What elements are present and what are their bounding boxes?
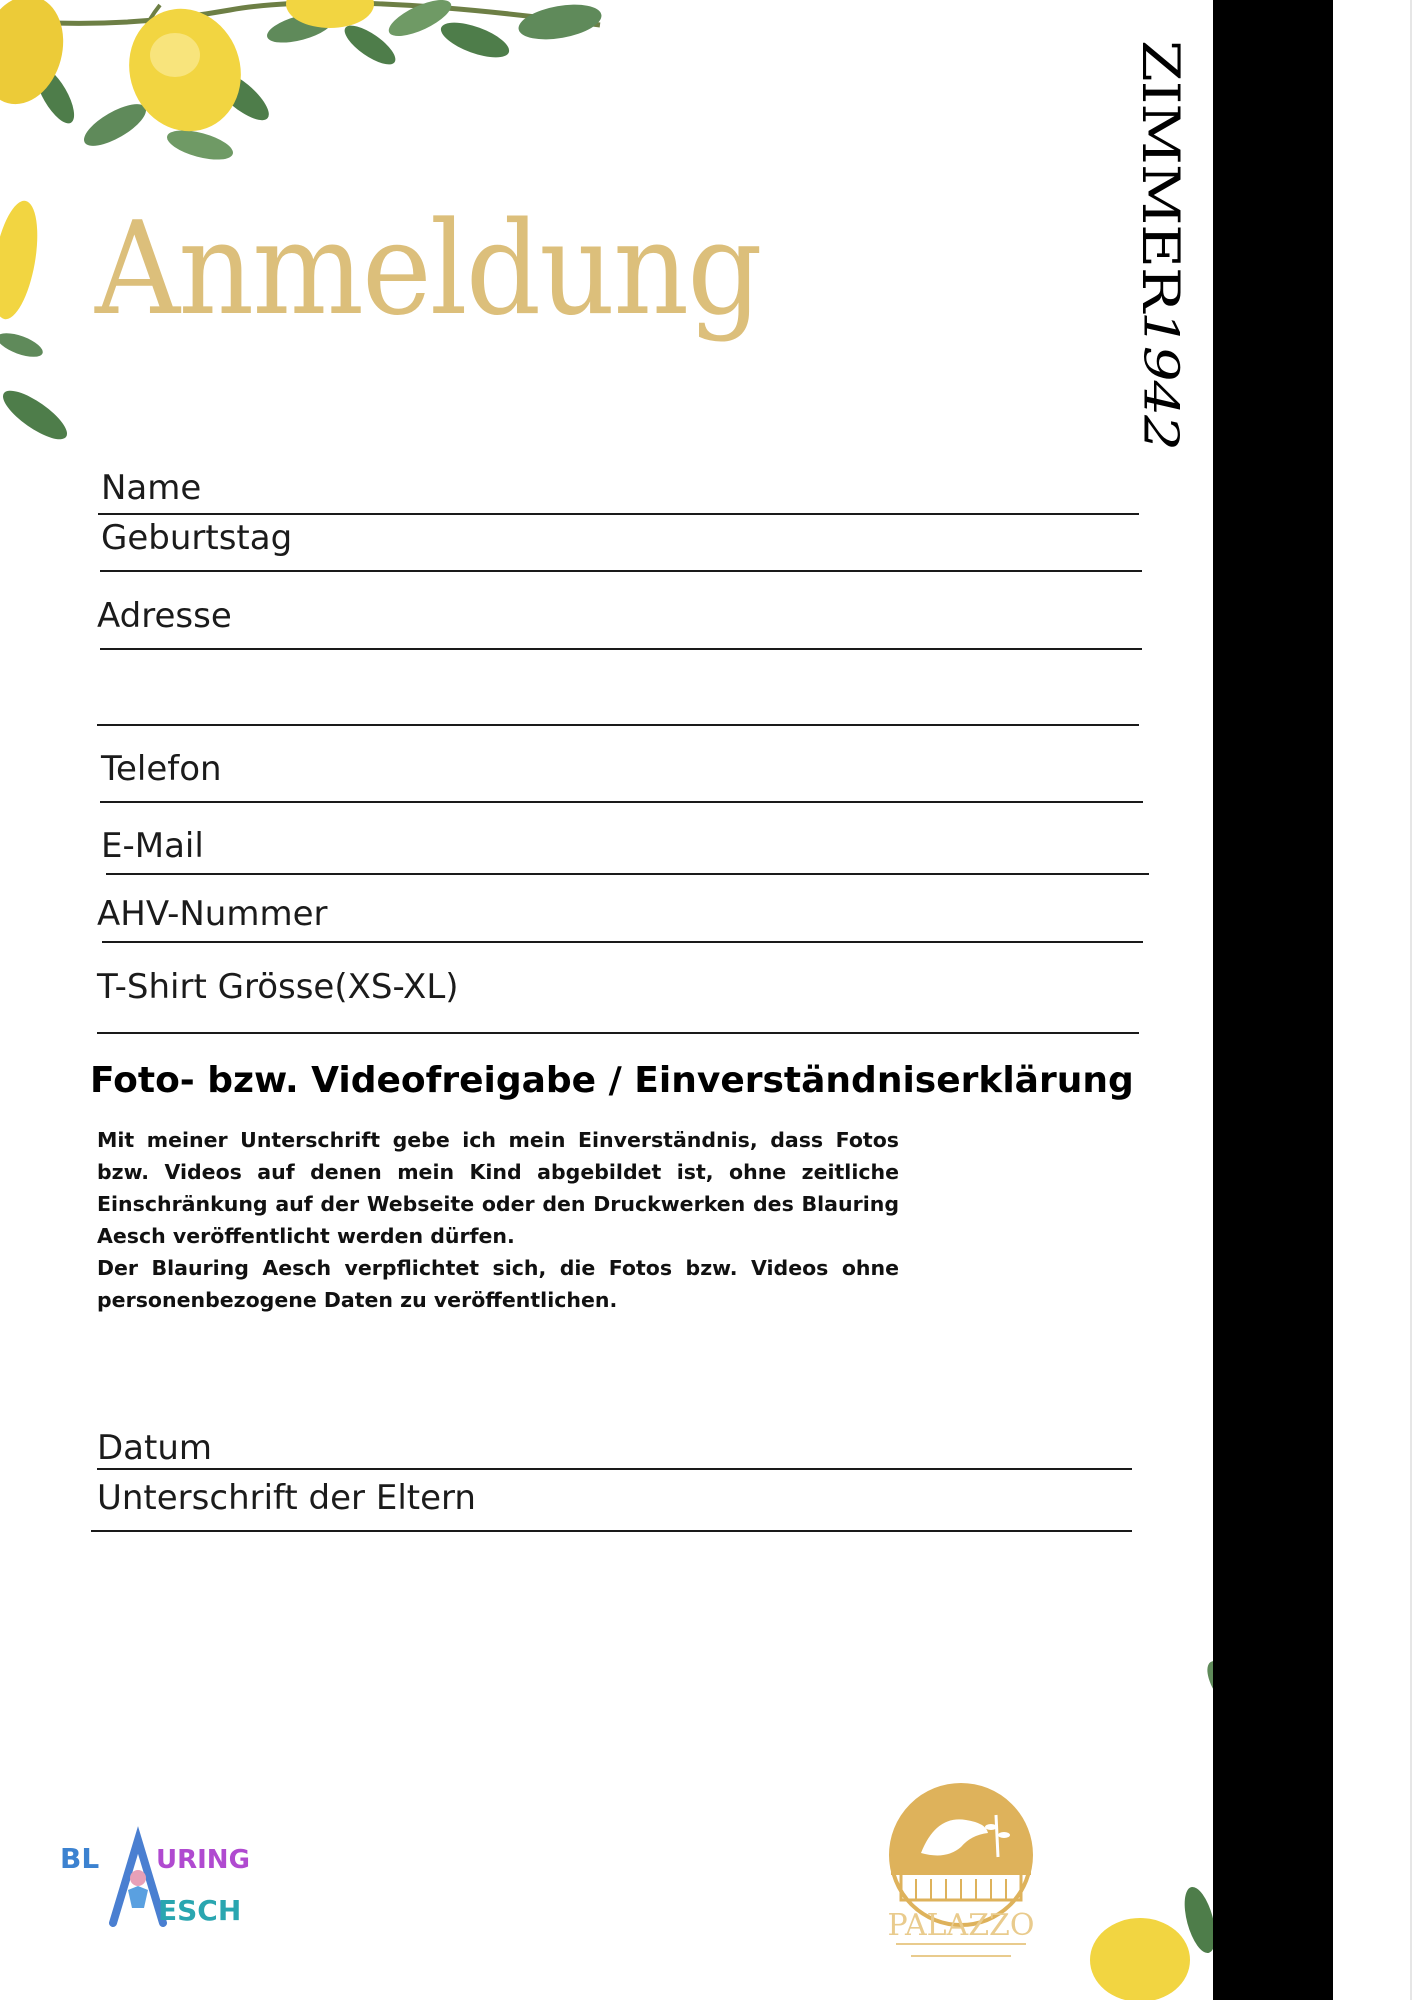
input-email[interactable] [106, 873, 1149, 875]
label-ahv: AHV-Nummer [97, 894, 328, 934]
zimmer-1942-title [1118, 40, 1203, 450]
svg-text:URING: URING [156, 1845, 250, 1875]
label-parent-signature: Unterschrift der Eltern [97, 1478, 476, 1518]
label-phone: Telefon [101, 749, 222, 789]
page-edge [1410, 0, 1412, 2000]
svg-text:ESCH: ESCH [158, 1894, 242, 1927]
palazzo-logo [876, 1775, 1046, 1965]
label-tshirt-size: T-Shirt Grösse(XS-XL) [97, 967, 459, 1007]
black-side-band [1213, 0, 1333, 2000]
input-address[interactable] [100, 648, 1142, 650]
input-name[interactable] [98, 513, 1139, 515]
white-side-strip [1333, 0, 1415, 2000]
input-birthday[interactable] [100, 570, 1142, 572]
consent-text [97, 1124, 899, 1316]
label-email: E-Mail [101, 826, 204, 866]
label-address: Adresse [97, 596, 232, 636]
blauring-aesch-logo [58, 1828, 250, 1928]
input-phone[interactable] [100, 801, 1143, 803]
input-tshirt-size[interactable] [97, 1032, 1139, 1034]
form-heading: Anmeldung [95, 195, 761, 344]
title-main: ZIMMER [1130, 40, 1190, 312]
label-name: Name [101, 468, 202, 508]
label-birthday: Geburtstag [101, 518, 293, 558]
blauring-logo-text: BL [60, 1842, 100, 1875]
consent-paragraph-1: Mit meiner Unterschrift gebe ich mein Einverständnis, dass Fotos bzw. Videos auf denen mein Kind abgebildet ist, ohne zeitliche Einschränkung auf der Webseite oder den Druckwerken des Blauring Aesch veröffentlicht werden dürfen. [97, 1128, 899, 1248]
consent-paragraph-2: Der Blauring Aesch verpflichtet sich, die Fotos bzw. Videos ohne personenbezogene Daten zu veröffentlichen. [97, 1256, 899, 1312]
input-ahv[interactable] [102, 941, 1143, 943]
input-parent-signature[interactable] [91, 1530, 1132, 1532]
label-date: Datum [97, 1428, 213, 1468]
input-date[interactable] [97, 1468, 1132, 1470]
title-year: 1942 [1132, 311, 1189, 450]
consent-title: Foto- bzw. Videofreigabe / Einverständniserklärung [90, 1060, 1134, 1101]
palazzo-logo-text: PALAZZO [887, 1908, 1035, 1943]
input-address-line2[interactable] [97, 724, 1139, 726]
